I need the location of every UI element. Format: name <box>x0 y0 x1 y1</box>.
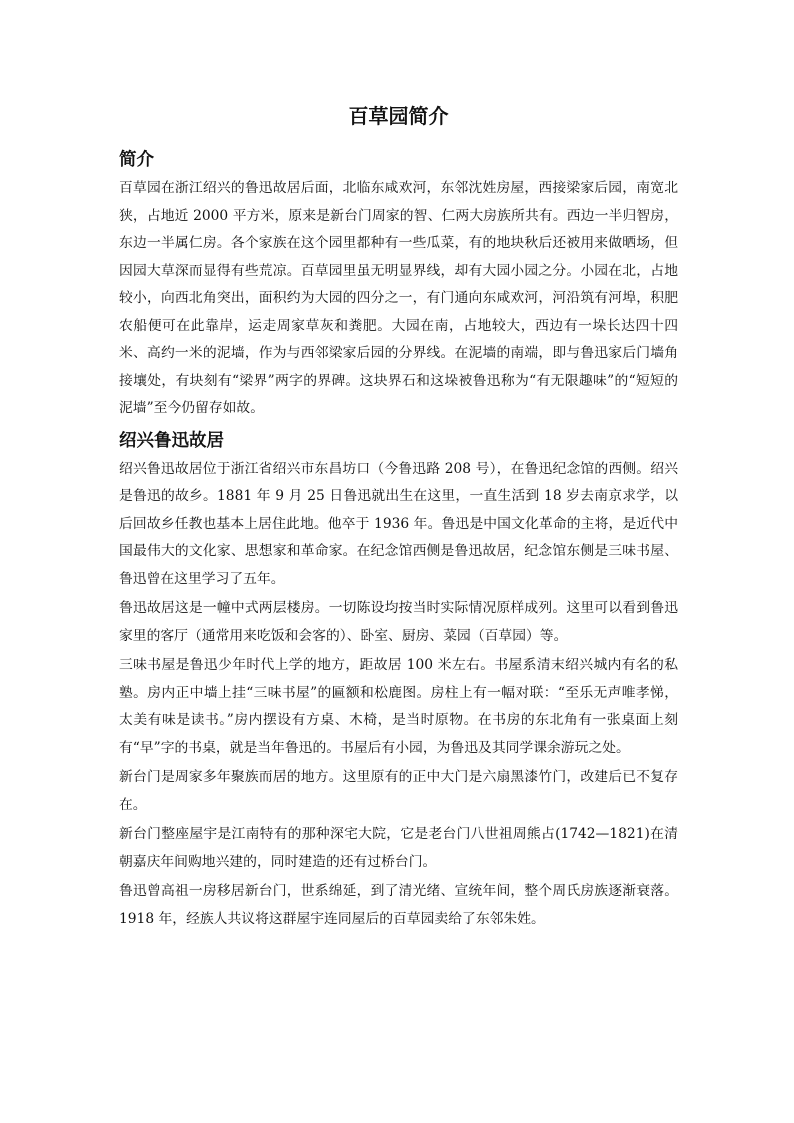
document-title: 百草园简介 <box>348 104 449 128</box>
paragraph-residence-location: 绍兴鲁迅故居位于浙江省绍兴市东昌坊口（今鲁迅路 208 号），在鲁迅纪念馆的西侧。绍兴是鲁迅的故乡。1881 年 9 月 25 日鲁迅就出生在这里，一直生活到 18 岁去南京求学，以后回故乡任教也基本上居住此地。他卒于 1936 年。鲁迅是中国文化革命的主将，是近代中国最伟大的文化家、思想家和革命家。在纪念馆西侧是鲁迅故居，纪念馆东侧是三味书屋、鲁迅曾在这里学习了五年。 <box>119 460 678 587</box>
paragraph-sanwei-study: 三味书屋是鲁迅少年时代上学的地方，距故居 100 米左右。书屋系清末绍兴城内有名的私塾。房内正中墙上挂“三味书屋”的匾额和松鹿图。房柱上有一幅对联：“至乐无声唯孝悌，太美有味是读书。”房内摆设有方桌、木椅，是当时原物。在书房的东北角有一张桌面上刻有“早”字的书桌，就是当年鲁迅的。书屋后有小园，为鲁迅及其同学课余游玩之处。 <box>119 657 678 756</box>
section-heading-former-residence: 绍兴鲁迅故居 <box>119 430 224 451</box>
paragraph-intro: 百草园在浙江绍兴的鲁迅故居后面，北临东咸欢河，东邻沈姓房屋，西接梁家后园，南宽北狭，占地近 2000 平方米，原来是新台门周家的智、仁两大房族所共有。西边一半归智房，东边一半属仁房。各个家族在这个园里都种有一些瓜菜，有的地块秋后还被用来做晒场，但因园大草深而显得有些荒凉。百草园里虽无明显界线，却有大园小园之分。小园在北，占地较小，向西北角突出，面积约为大园的四分之一，有门通向东咸欢河，河沿筑有河埠，积肥农船便可在此靠岸，运走周家草灰和粪肥。大园在南，占地较大，西边有一垛长达四十四米、高约一米的泥墙，作为与西邻梁家后园的分界线。在泥墙的南端，即与鲁迅家后门墙角接壤处，有块刻有“梁界”两字的界碑。这块界石和这垛被鲁迅称为“有无限趣味”的“短短的泥墙”至今仍留存如故。 <box>119 180 678 416</box>
paragraph-xin-taimen-building: 新台门整座屋宇是江南特有的那种深宅大院，它是老台门八世祖周熊占(1742—1821)在清朝嘉庆年间购地兴建的，同时建造的还有过桥台门。 <box>119 826 678 870</box>
paragraph-family-decline: 鲁迅曾高祖一房移居新台门，世系绵延，到了清光绪、宣统年间，整个周氏房族逐渐衰落。1918 年，经族人共议将这群屋宇连同屋后的百草园卖给了东邻朱姓。 <box>119 883 678 927</box>
section-heading-intro: 简介 <box>119 150 154 170</box>
paragraph-residence-building: 鲁迅故居这是一幢中式两层楼房。一切陈设均按当时实际情况原样成列。这里可以看到鲁迅家里的客厅（通常用来吃饭和会客的）、卧室、厨房、菜园（百草园）等。 <box>119 600 678 644</box>
paragraph-xin-taimen: 新台门是周家多年聚族而居的地方。这里原有的正中大门是六扇黑漆竹门，改建后已不复存在。 <box>119 769 678 813</box>
